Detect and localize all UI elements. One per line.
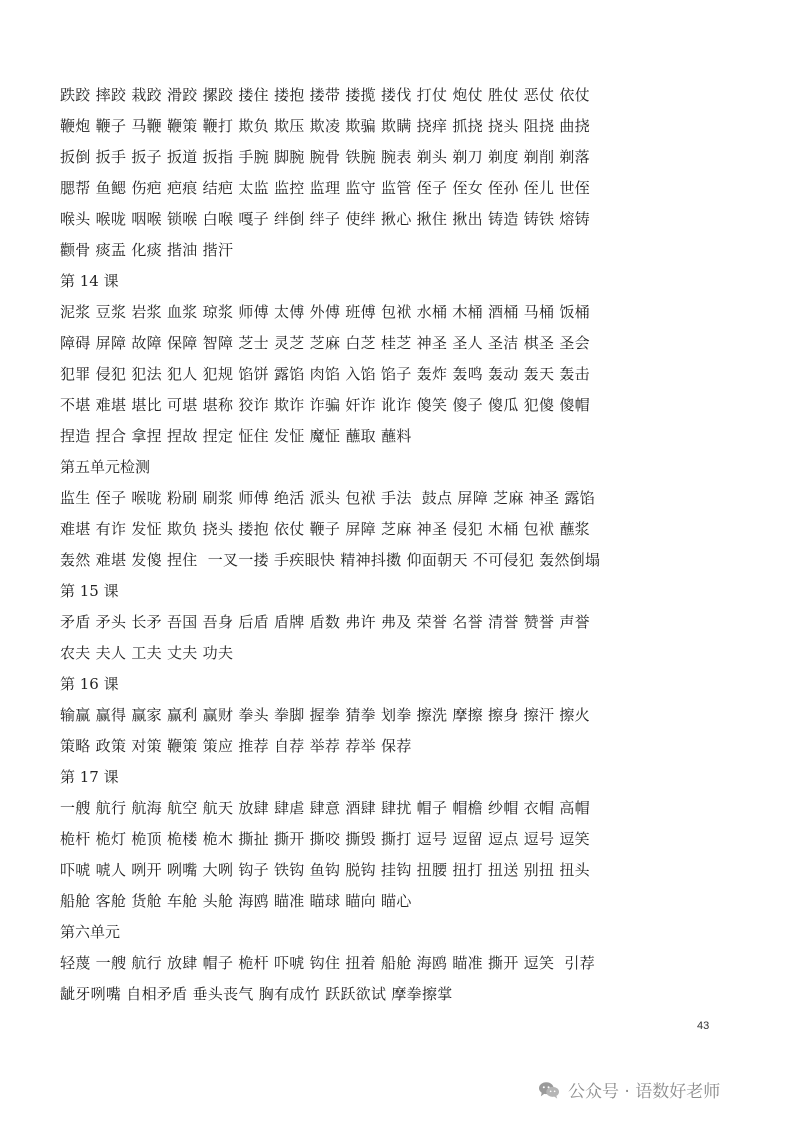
watermark-text: 公众号 · 语数好老师 xyxy=(568,1082,721,1102)
vocab-line: 船舱 客舱 货舱 车舱 头舱 海鸥 瞄准 瞄球 瞄向 瞄心 xyxy=(60,892,412,910)
vocab-line: 矛盾 矛头 长矛 吾国 吾身 后盾 盾牌 盾数 弗许 弗及 荣誉 名誉 清誉 赞誉 声誉 xyxy=(60,613,590,631)
vocab-line: 监生 侄子 喉咙 粉刷 刷浆 师傅 绝活 派头 包袱 手法 鼓点 屏障 芝麻 神圣 露馅 xyxy=(60,489,596,507)
section-heading: 第 17 课 xyxy=(60,768,119,786)
vocab-line: 不堪 难堪 堪比 可堪 堪称 狡诈 欺诈 诈骗 奸诈 讹诈 傻笑 傻子 傻瓜 犯傻 傻帽 xyxy=(60,396,590,414)
watermark xyxy=(538,1077,720,1102)
vocab-line: 农夫 夫人 工夫 丈夫 功夫 xyxy=(60,644,234,662)
page-number: 43 xyxy=(697,1020,710,1032)
vocab-line: 轰然 难堪 发傻 捏住 一叉一搂 手疾眼快 精神抖擞 仰面朝天 不可侵犯 轰然倒塌 xyxy=(60,551,601,569)
section-heading: 第 15 课 xyxy=(60,582,119,600)
vocab-line: 犯罪 侵犯 犯法 犯人 犯规 馅饼 露馅 肉馅 入馅 馅子 轰炸 轰鸣 轰动 轰天 轰击 xyxy=(60,365,590,383)
vocab-line: 一艘 航行 航海 航空 航天 放肆 肆虐 肆意 酒肆 肆扰 帽子 帽檐 纱帽 衣帽 高帽 xyxy=(60,799,590,817)
document-body xyxy=(60,80,740,1010)
vocab-line: 龇牙咧嘴 自相矛盾 垂头丧气 胸有成竹 跃跃欲试 摩拳擦掌 xyxy=(60,985,453,1003)
vocab-line: 跌跤 摔跤 栽跤 滑跤 摞跤 搂住 搂抱 搂带 搂揽 搂伐 打仗 炮仗 胜仗 恶仗 依仗 xyxy=(60,86,590,104)
vocab-line: 捏造 捏合 拿捏 捏故 捏定 怔住 发怔 魔怔 蘸取 蘸料 xyxy=(60,427,412,445)
vocab-line: 喉头 喉咙 咽喉 锁喉 白喉 嘎子 绊倒 绊子 使绊 揪心 揪住 揪出 铸造 铸铁 熔铸 xyxy=(60,210,590,228)
section-heading: 第六单元 xyxy=(60,923,121,941)
vocab-line: 输赢 赢得 赢家 赢利 赢财 拳头 拳脚 握拳 猜拳 划拳 擦洗 摩擦 擦身 擦汗 擦火 xyxy=(60,706,590,724)
vocab-line: 泥浆 豆浆 岩浆 血浆 琼浆 师傅 太傅 外傅 班傅 包袱 水桶 木桶 酒桶 马桶 饭桶 xyxy=(60,303,590,321)
vocab-line: 鞭炮 鞭子 马鞭 鞭策 鞭打 欺负 欺压 欺凌 欺骗 欺瞒 挠痒 抓挠 挠头 阻挠 曲挠 xyxy=(60,117,590,135)
section-heading: 第五单元检测 xyxy=(60,458,151,476)
vocab-line: 桅杆 桅灯 桅顶 桅楼 桅木 撕扯 撕开 撕咬 撕毁 撕打 逗号 逗留 逗点 逗号 逗笑 xyxy=(60,830,590,848)
vocab-line: 难堪 有诈 发怔 欺负 挠头 搂抱 依仗 鞭子 屏障 芝麻 神圣 侵犯 木桶 包袱 蘸浆 xyxy=(60,520,590,538)
vocab-line: 障碍 屏障 故障 保障 智障 芝士 灵芝 芝麻 白芝 桂芝 神圣 圣人 圣洁 棋圣 圣会 xyxy=(60,334,590,352)
vocab-line: 颧骨 痰盂 化痰 揩油 揩汗 xyxy=(60,241,234,259)
vocab-line: 策略 政策 对策 鞭策 策应 推荐 自荐 举荐 荐举 保荐 xyxy=(60,737,412,755)
wechat-icon xyxy=(538,1080,560,1100)
vocab-line: 扳倒 扳手 扳子 扳道 扳指 手腕 脚腕 腕骨 铁腕 腕表 剃头 剃刀 剃度 剃削 剃落 xyxy=(60,148,590,166)
vocab-line: 腮帮 鱼鳃 伤疤 疤痕 结疤 太监 监控 监理 监守 监管 侄子 侄女 侄孙 侄儿 世侄 xyxy=(60,179,590,197)
section-heading: 第 14 课 xyxy=(60,272,119,290)
vocab-line: 轻蔑 一艘 航行 放肆 帽子 桅杆 吓唬 钩住 扭着 船舱 海鸥 瞄准 撕开 逗笑 引荐 xyxy=(60,954,596,972)
section-heading: 第 16 课 xyxy=(60,675,119,693)
vocab-line: 吓唬 唬人 咧开 咧嘴 大咧 钩子 铁钩 鱼钩 脱钩 挂钩 扭腰 扭打 扭送 别扭 扭头 xyxy=(60,861,590,879)
